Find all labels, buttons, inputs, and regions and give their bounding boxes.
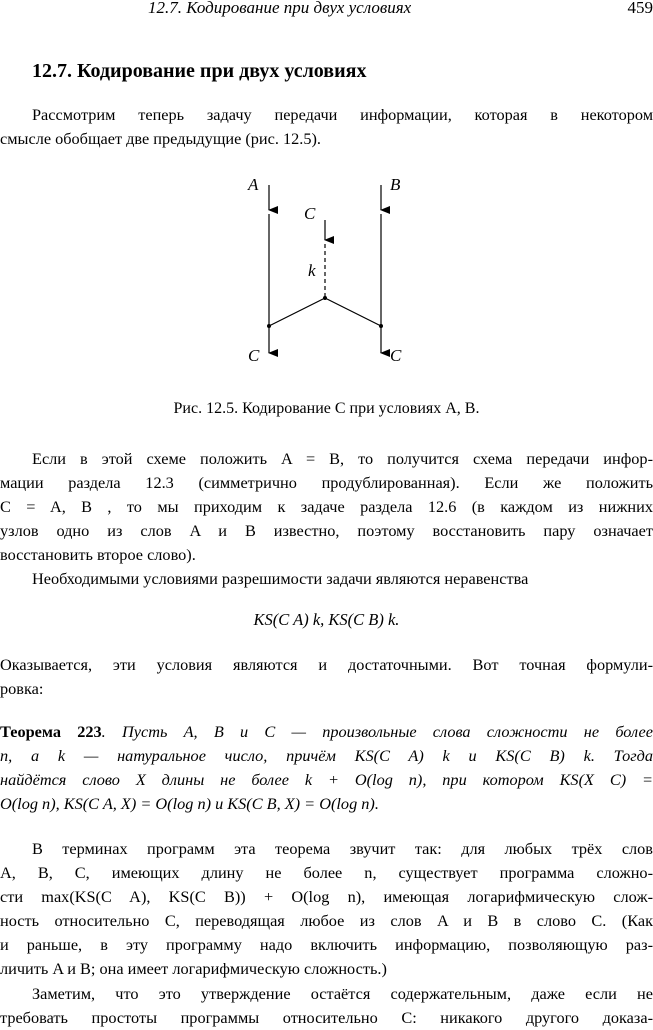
text-line: В терминах программ эта теорема звучит так: для любых трёх слов <box>0 837 653 861</box>
label-c-left: C <box>248 346 260 365</box>
coding-diagram <box>220 170 440 370</box>
text-line: смысле обобщает две предыдущие (рис. 12.5). <box>0 127 653 151</box>
paragraph-4 <box>0 837 653 981</box>
text-line: мации раздела 12.3 (симметрично продублированная). Если же положить <box>0 471 653 495</box>
text-line: Необходимыми условиями разрешимости задачи являются неравенства <box>0 567 653 591</box>
text-line: Заметим, что это утверждение остаётся содержательным, даже если не <box>0 982 653 1006</box>
intro-paragraph <box>0 103 653 151</box>
node-right <box>379 324 383 328</box>
text-line: ровка: <box>0 677 653 701</box>
text-line: личить A и B; она имеет логарифмическую сложность.) <box>0 957 653 981</box>
section-title: 12.7. Кодирование при двух условиях <box>32 60 366 83</box>
text-line: найдётся слово X длины не более k + O(log n), при котором KS(X C) = <box>0 768 653 792</box>
branch-left <box>269 298 325 326</box>
theorem-label: Теорема 223 <box>0 722 102 741</box>
text-line: Рассмотрим теперь задачу передачи информации, которая в некотором <box>0 103 653 127</box>
page-number: 459 <box>628 0 653 18</box>
theorem-223 <box>0 720 653 816</box>
label-c-top: C <box>304 204 316 223</box>
text-line: Если в этой схеме положить A = B, то получится схема передачи инфор- <box>0 447 653 471</box>
paragraph-2 <box>0 567 653 591</box>
node-center <box>323 296 327 300</box>
paragraph-3 <box>0 653 653 701</box>
text-line: требовать простоты программы относительно C: никакого другого доказа- <box>0 1006 653 1030</box>
label-c-right: C <box>390 346 402 365</box>
text-line: A, B, C, имеющих длину не более n, существует программа сложно- <box>0 861 653 885</box>
text-line: сти max(KS(C A), KS(C B)) + O(log n), имеющая логарифмическую слож- <box>0 885 653 909</box>
paragraph-5 <box>0 982 653 1030</box>
figure-caption: Рис. 12.5. Кодирование C при условиях A, B. <box>0 400 653 418</box>
node-left <box>267 324 271 328</box>
label-k: k <box>308 261 316 280</box>
inequalities-formula: KS(C A) k, KS(C B) k. <box>0 610 653 630</box>
paragraph-1 <box>0 447 653 567</box>
text-line: ность относительно C, переводящая любое из слов A и B в слово C. (Как <box>0 909 653 933</box>
text-line: Оказывается, эти условия являются и достаточными. Вот точная формули- <box>0 653 653 677</box>
text-line: n, а k — натуральное число, причём KS(C A) k и KS(C B) k. Тогда <box>0 744 653 768</box>
branch-right <box>325 298 381 326</box>
text-line <box>0 720 653 744</box>
text-line: C = A, B , то мы приходим к задаче раздела 12.6 (в каждом из нижних <box>0 495 653 519</box>
label-a: A <box>247 175 259 194</box>
theorem-text: . Пусть A, B и C — произвольные слова сложности не более <box>102 722 653 741</box>
text-line: O(log n), KS(C A, X) = O(log n) и KS(C B, X) = O(log n). <box>0 792 653 816</box>
text-line: восстановить второе слово). <box>0 543 653 567</box>
running-header <box>0 0 653 18</box>
text-line: узлов одно из слов A и B известно, поэтому восстановить пару означает <box>0 519 653 543</box>
text-line: и раньше, в эту программу надо включить информацию, позволяющую раз- <box>0 933 653 957</box>
running-title: 12.7. Кодирование при двух условиях <box>148 0 411 18</box>
label-b: B <box>390 175 401 194</box>
